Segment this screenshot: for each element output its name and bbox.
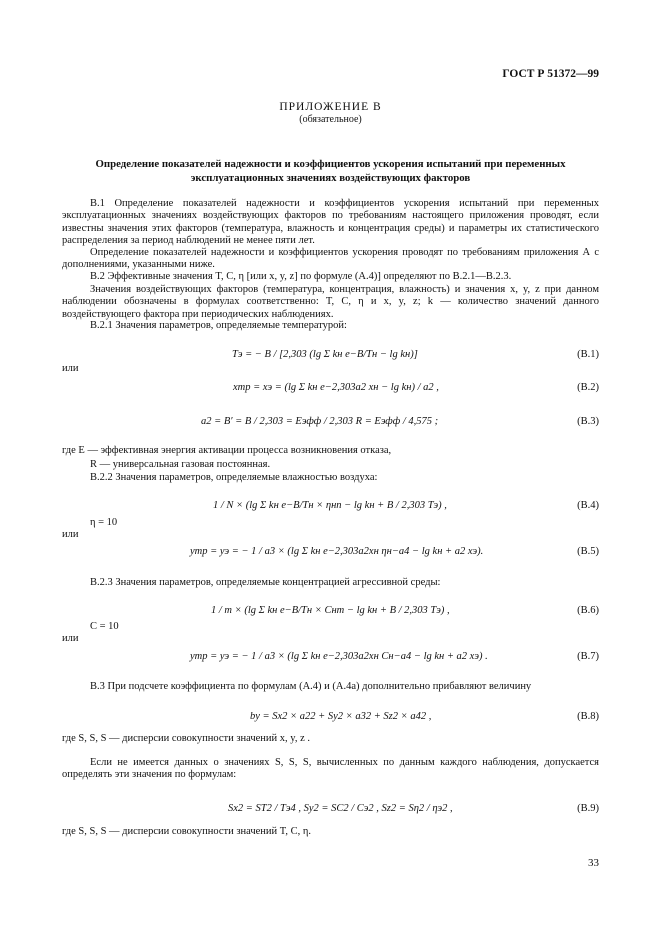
equation-number: (В.6) (577, 605, 599, 616)
ili-label: или (62, 529, 79, 540)
definition-dispersion-xyz: где S, S, S — дисперсии совокупности значений x, y, z . (62, 733, 311, 744)
equation-number: (В.7) (577, 651, 599, 662)
definition-r: R — универсальная газовая постоянная. (90, 459, 271, 470)
equation-number: (В.5) (577, 546, 599, 557)
equation-b3: a2 = B′ = B / 2,303 = Eэфф / 2,303 R = Eэфф / 4,575 ; (201, 416, 439, 427)
paragraph-b3: В.3 При подсчете коэффициента по формулам (А.4) и (А.4а) дополнительно прибавляют величину (90, 681, 532, 692)
c-value: C = 10 (90, 621, 119, 632)
equation-number: (В.1) (577, 349, 599, 360)
appendix-subtitle: (обязательное) (299, 114, 362, 125)
equation-b4: 1 / N × (lg Σ kн e−B/Tн × ηнn − lg kн + B / 2,303 Tэ) , (213, 500, 447, 511)
equation-b1: Tэ = − B / [2,303 (lg Σ kн e−B/Tн − lg kн)] (232, 349, 418, 360)
ili-label: или (62, 363, 79, 374)
paragraph-b2-notation: Значения воздействующих факторов (температура, концентрация, влажность) и значения x, y, z при данном наблюдении обозначены в формулах соответственно: T, C, η и x, y, z; k — количество значений данного воздействующего фактора при периодических наблюдениях. (62, 284, 599, 320)
equation-number: (В.3) (577, 416, 599, 427)
page-number: 33 (588, 857, 599, 869)
ili-label: или (62, 633, 79, 644)
equation-number: (В.8) (577, 711, 599, 722)
equation-number: (В.9) (577, 803, 599, 814)
paragraph-b21: В.2.1 Значения параметров, определяемые температурой: (90, 320, 347, 331)
equation-b9: Sx2 = ST2 / Tэ4 , Sy2 = SC2 / Cэ2 , Sz2 = Sη2 / ηэ2 , (228, 803, 453, 814)
appendix-title: ПРИЛОЖЕНИЕ В (279, 101, 382, 113)
paragraph-b3-cont: Если не имеется данных о значениях S, S, S, вычисленных по данным каждого наблюдения, допускается определять эти значения по формулам: (62, 757, 599, 781)
section-heading (0, 157, 661, 185)
paragraph-b23: В.2.3 Значения параметров, определяемые концентрацией агрессивной среды: (90, 577, 441, 588)
equation-b8: by = Sx2 × a22 + Sy2 × a32 + Sz2 × a42 , (250, 711, 432, 722)
equation-b6: 1 / m × (lg Σ kн e−B/Tн × Cнm − lg kн + B / 2,303 Tэ) , (211, 605, 450, 616)
eta-value: η = 10 (90, 517, 118, 528)
paragraph-b22: В.2.2 Значения параметров, определяемые влажностью воздуха: (90, 472, 378, 483)
section-heading-line1: Определение показателей надежности и коэффициентов ускорения испытаний при переменных (95, 158, 566, 170)
document-header: ГОСТ Р 51372—99 (502, 68, 599, 80)
equation-number: (В.4) (577, 500, 599, 511)
definition-dispersion-tc: где S, S, S — дисперсии совокупности значений T, C, η. (62, 826, 312, 837)
equation-number: (В.2) (577, 382, 599, 393)
equation-b5: yтр = yэ = − 1 / a3 × (lg Σ kн e−2,303a2xн ηн−a4 − lg kн + a2 xэ). (190, 546, 484, 557)
equation-b7: yтр = yэ = − 1 / a3 × (lg Σ kн e−2,303a2xн Cн−a4 − lg kн + a2 xэ) . (190, 651, 488, 662)
section-heading-line2: эксплуатационных значениях воздействующих факторов (190, 172, 471, 184)
paragraph-b1-cont: Определение показателей надежности и коэффициентов ускорения проводят по требованиям приложения А с дополнениями, указанными ниже. (62, 247, 599, 271)
definition-e-eff: где E — эффективная энергия активации процесса возникновения отказа, (62, 445, 392, 456)
paragraph-b2: В.2 Эффективные значения T, C, η [или x, y, z] по формуле (А.4)] определяют по В.2.1—В.2.3. (90, 271, 512, 282)
paragraph-b1: В.1 Определение показателей надежности и коэффициентов ускорения испытаний при переменных эксплуатационных значениях воздействующих факторов по требованиям настоящего приложения проводят, если известны значения этих факторов (температура, влажность и концентрация среды) и параметры их статистического распределения за период наблюдений не менее пяти лет. (62, 198, 599, 246)
equation-b2: xтр = xэ = (lg Σ kн e−2,303a2 xн − lg kн) / a2 , (233, 382, 439, 393)
